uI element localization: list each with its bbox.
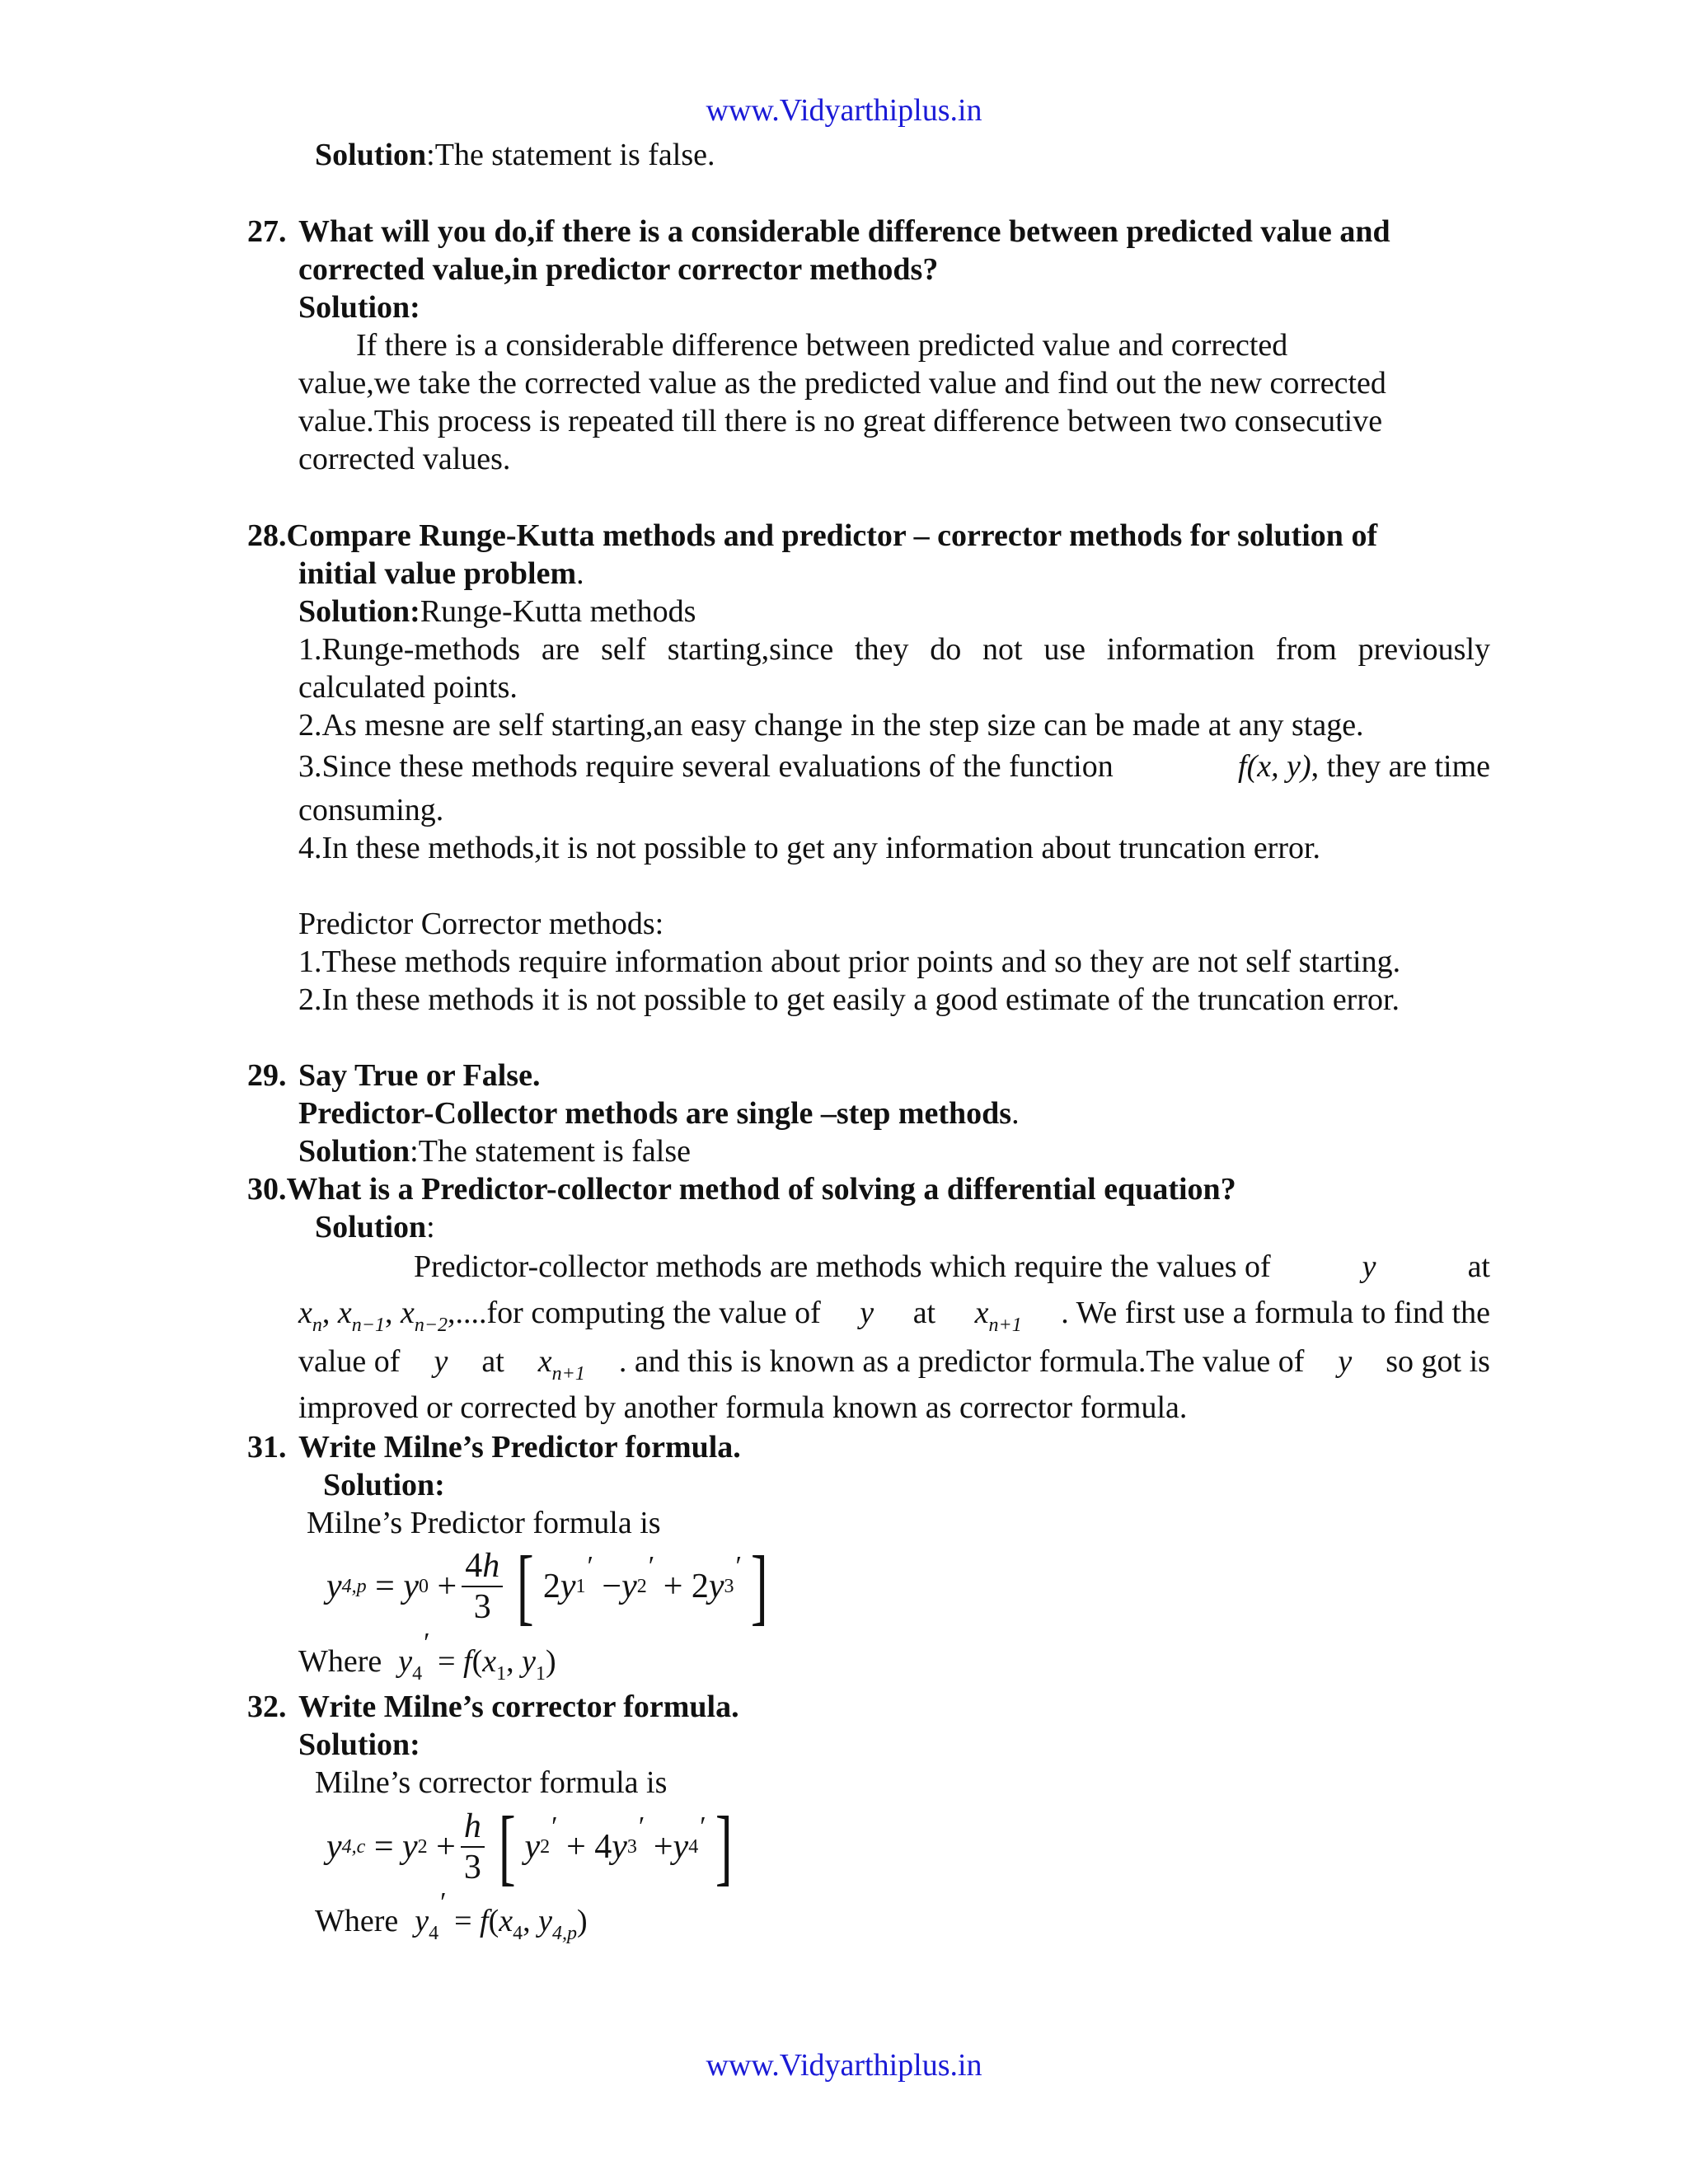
- q27-question-line2: corrected value,in predictor corrector methods?: [298, 252, 939, 287]
- q30-solution-label: Solution: [315, 1210, 427, 1244]
- q28-question-line2: [298, 555, 584, 592]
- q28-solution-label: Solution:: [298, 594, 420, 629]
- var-y: y: [860, 1296, 874, 1330]
- q28-question-text2: initial value problem: [298, 556, 577, 591]
- milne-predictor-formula: y 4,p = y 0 + $\frac{4h}{3}$ [ 2 y 1 ′ − y 2 ′ + 2 y 3 ′ ]: [326, 1539, 768, 1633]
- q30-p2-xn1: $x_{n+1}$: [974, 1296, 1022, 1336]
- q27-answer-line1: If there is a considerable difference between predicted value and corrected: [356, 328, 1288, 363]
- q32-number: 32.: [247, 1690, 287, 1724]
- q30-p3-at: at: [481, 1344, 504, 1379]
- q28-rk-point2: 2.As mesne are self starting,an easy change in the step size can be made at any stage.: [298, 708, 1364, 743]
- q28-solution: [298, 593, 696, 630]
- q27-solution-label: Solution:: [298, 290, 420, 325]
- solution-label: Solution: [315, 138, 427, 172]
- q27-answer-line2: value,we take the corrected value as the predicted value and find out the new corrected: [298, 366, 1386, 401]
- q30-p3-text3: so got is: [1386, 1344, 1490, 1379]
- q30-p3-text2: . and this is known as a predictor formula.The value of: [618, 1344, 1305, 1379]
- function-fxy: f(x, y): [1238, 749, 1311, 784]
- q28-question-line1: [247, 518, 1377, 554]
- q28-rk-point1: 1.Runge-methods are self starting,since they do not use information from previously: [298, 632, 1490, 667]
- q29-question-text2: Predictor-Collector methods are single –step methods: [298, 1096, 1012, 1131]
- q31-intro: Milne’s Predictor formula is: [307, 1506, 661, 1540]
- q28-rk-point3-cont: consuming.: [298, 793, 444, 827]
- q29-question-line1: Say True or False.: [298, 1058, 541, 1093]
- q30-paragraph-line1: [414, 1249, 1490, 1285]
- q29-solution-text: :The statement is false: [410, 1134, 692, 1169]
- where-label: Where: [315, 1904, 399, 1938]
- q30-p2-vars: $x_n$, $x_{n-1}$, $x_{n-2},....for$ computing the value of: [298, 1296, 821, 1336]
- q28-pc-point1: 1.These methods require information about prior points and so they are not self starting.: [298, 944, 1401, 979]
- q32-intro: Milne’s corrector formula is: [315, 1765, 668, 1800]
- q32-question: Write Milne’s corrector formula.: [298, 1690, 739, 1724]
- var-y: y: [434, 1344, 448, 1379]
- q32-where: Where $y_4' = f(x_4$, $y_{4,p}$): [315, 1887, 588, 1944]
- q28-question-end: .: [576, 556, 584, 591]
- milne-corrector-formula: y 4,c = y 2 + $\frac{h}{3}$ [ y 2 ′ + 4 y 3 ′ + y 4 ′ ]: [326, 1799, 733, 1894]
- q28-rk-point3-fn: [1238, 748, 1490, 785]
- header-site-link[interactable]: www.Vidyarthiplus.in: [706, 93, 982, 128]
- q30-question-text: What is a Predictor-collector method of solving a differential equation?: [286, 1172, 1236, 1207]
- q27-number: 27.: [247, 214, 287, 249]
- q31-where: Where $y_4' = f(x_1$, $y_1$): [298, 1628, 556, 1685]
- q30-p2-at: at: [912, 1296, 936, 1330]
- q27-question-line1: What will you do,if there is a considerable difference between predicted value and: [298, 214, 1390, 249]
- q30-p3-text1: value of: [298, 1344, 401, 1379]
- q29-question-line2: [298, 1095, 1020, 1132]
- q30-p3-xn1: $x_{n+1}$: [537, 1344, 585, 1385]
- q32-solution-label: Solution:: [298, 1727, 420, 1762]
- q30-p2-text: . We first use a formula to find the: [1061, 1296, 1490, 1330]
- q28-pc-point2: 2.In these methods it is not possible to get easily a good estimate of the truncation error.: [298, 982, 1400, 1017]
- footer-site-link[interactable]: www.Vidyarthiplus.in: [706, 2048, 982, 2083]
- where-label: Where: [298, 1644, 382, 1679]
- q29-question-end: .: [1011, 1096, 1020, 1131]
- q30-p1-text: Predictor-collector methods are methods which require the values of: [414, 1249, 1271, 1284]
- q31-number: 31.: [247, 1430, 287, 1465]
- q27-answer-line4: corrected values.: [298, 442, 511, 476]
- q29-number: 29.: [247, 1058, 287, 1093]
- q30-paragraph-line2: [298, 1295, 1490, 1336]
- q28-pc-heading: Predictor Corrector methods:: [298, 907, 664, 941]
- q28-number: 28.: [247, 518, 287, 553]
- q28-rk-point4: 4.In these methods,it is not possible to get any information about truncation error.: [298, 831, 1321, 865]
- q29-solution: [298, 1133, 691, 1169]
- q28-rk-point1-cont: calculated points.: [298, 670, 518, 705]
- q28-rk-point3-end: , they are time: [1311, 749, 1490, 784]
- q30-paragraph-line4: improved or corrected by another formula known as corrector formula.: [298, 1390, 1188, 1425]
- q28-rk-point3-text: 3.Since these methods require several evaluations of the function: [298, 749, 1114, 784]
- q30-question: [247, 1171, 1236, 1207]
- var-y: y: [1362, 1249, 1376, 1284]
- solution-text: :The statement is false.: [426, 138, 715, 172]
- q30-p1-at: at: [1467, 1249, 1490, 1284]
- q27-answer-line3: value.This process is repeated till there is no great difference between two consecutive: [298, 404, 1383, 438]
- q30-paragraph-line3: [298, 1343, 1490, 1385]
- q31-solution-label: Solution:: [323, 1468, 445, 1502]
- top-solution: [315, 137, 715, 173]
- q30-number: 30.: [247, 1172, 287, 1207]
- q31-question: Write Milne’s Predictor formula.: [298, 1430, 741, 1465]
- q28-solution-heading: Runge-Kutta methods: [420, 594, 696, 629]
- q28-question-text: Compare Runge-Kutta methods and predictor – corrector methods for solution of: [286, 518, 1378, 553]
- q30-solution: [315, 1209, 435, 1245]
- q28-rk-point3: [298, 748, 1490, 785]
- q30-solution-colon: :: [426, 1210, 435, 1244]
- var-y: y: [1338, 1344, 1353, 1379]
- q29-solution-label: Solution: [298, 1134, 410, 1169]
